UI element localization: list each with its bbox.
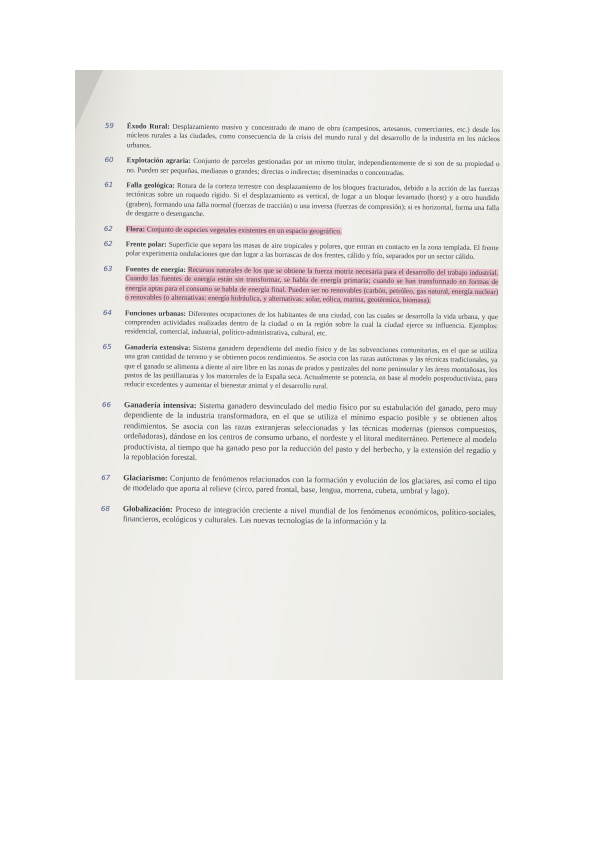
entry-definition: Sistema ganadero desvinculado del medio físico por su estabulación del ganado, pero muy dependiente de la industria transformadora, en el que se utiliza el mínimo espacio posible y se obtienen altos rendimientos. Se asocia con las razas extranjeras seleccionadas y las técnicas modernas (piensos compuestos, ordeñadoras), dándose en los centros de consumo urbano, el nordeste y el litoral mediterráneo. Pertenece al modelo productivista, al tiempo que ha ganado peso por la reducción del pasto y del herbecho, y la extensión del regadío y la repoblación forestal. [123, 400, 498, 463]
glossary-entry [105, 122, 500, 154]
handwritten-number: 60 [104, 156, 114, 165]
handwritten-number: 63 [103, 264, 113, 273]
highlighted-text [126, 225, 342, 235]
page-corner-fold [75, 70, 103, 130]
highlighted-definition: Recursos naturales de los que se obtiene la fuerza motriz necesaria para el desarrollo del trabajo industrial. Cuando las fuentes de energía están sin transformar, se habla de energía primaria; cuando se han transformado en formas de energía aptas para el consumo se habla de energía final. Pueden ser no renovables (carbón, petróleo, gas natural, energía nuclear) o renovables (o alternativas: energía hidráulica, y alternativas: solar, eólica, marina, geotérmica, biomasa). [125, 265, 499, 305]
glossary-entry [103, 265, 498, 307]
entry-term: Éxodo Rural: [126, 122, 170, 131]
glossary-page [101, 122, 500, 535]
document-photo [75, 70, 503, 680]
entry-term: Explotación agraria: [126, 156, 191, 166]
handwritten-number: 62 [103, 224, 113, 233]
entry-definition: Desplazamiento masivo y concentrado de mano de obra (campesinos, artesanos, comerciantes, etc.) desde los núcleos rurales a las ciudades, como consecuencia de la crisis del mundo rural y del desarrollo de la industria en los núcleos urbanos. [126, 122, 500, 150]
entry-term: Flora: [125, 224, 146, 234]
entry-term: Falla geológica: [126, 181, 175, 190]
entry-term: Fuentes de energía: [125, 265, 186, 274]
handwritten-number: 61 [104, 181, 114, 190]
entry-definition: Sistema ganadero dependiente del medio físico y de las subvenciones comunitarias, en el que se utiliza una gran cantidad de terreno y se obtienen pocos rendimientos. Se asocia con las razas autóctonas y las técnicas tradicionales, ya que el ganado se alimenta a diente al aire libre en las zonas de prados y pastizales del norte peninsular y las áreas montañosas, los pastos de las penillanuras y los matorrales de la España seca. Actualmente se potencia, en base al modelo posproductivista, para reducir excedentes y aumentar el bienestar animal y el desarrollo rural. [124, 343, 498, 391]
glossary-entry [104, 225, 499, 239]
handwritten-number: 67 [101, 473, 111, 482]
glossary-entry [102, 343, 497, 394]
entry-term: Funciones urbanas: [124, 308, 187, 318]
handwritten-number: 64 [102, 308, 112, 317]
entry-definition: Rotura de la corteza terrestre con desplazamiento de los bloques fracturados, debido a la acción de las fuerzas tectónicas sobre un roquedo rígido. Si el desplazamiento es vertical, de lugar a un bloque levantado (horst) y a otro hundido (graben), formando una falla normal (fuerzas de tracción) o una inversa (fuerzas de compresión); si es horizontal, forma una falla de desgarre o desenganche. [126, 181, 500, 219]
glossary-entry [101, 400, 497, 467]
entry-definition: Superficie que separa las masas de aire tropicales y polares, que entran en contacto en la zona templada. El frente polar experimenta ondulaciones que dan lugar a las borrascas de dos frentes, cálido y frío, separados por un sector cálido. [125, 240, 499, 262]
handwritten-number: 62 [103, 240, 113, 249]
handwritten-number: 59 [104, 122, 114, 131]
glossary-entry [101, 473, 496, 498]
entry-definition: Conjunto de fenómenos relacionados con la formación y evolución de los glaciares, así como el tipo de modelado que aporta al relieve (circo, pared frontal, base, lengua, morrena, cubeta, umbral y lago). [123, 473, 497, 496]
entry-definition: Conjunto de parcelas gestionadas por un mismo titular, independientemente de si son de su propiedad o no. Pueden ser pequeñas, medianas o grandes; directas o indirectas; diseminadas o concentradas. [126, 157, 500, 177]
entry-term: Globalización: [122, 503, 173, 514]
glossary-entry [103, 308, 498, 340]
glossary-entry [104, 156, 499, 179]
entry-term: Frente polar: [125, 240, 167, 249]
entry-term: Glaciarismo: [123, 472, 168, 483]
glossary-entry [104, 181, 499, 223]
handwritten-number: 65 [102, 342, 112, 351]
entry-definition: Proceso de integración creciente a nivel mundial de los fenómenos económicos, político-sociales, financieros, ecológicos y culturales. Las nuevas tecnologías de la información y la [122, 504, 496, 527]
entry-definition: Diferentes ocupaciones de los habitantes de una ciudad, con las cuales se desarrolla la vida urbana, y que comprenden actividades realizadas dentro de la ciudad o en la región sobre la cual la ciudad ejerce su influencia. Ejemplos: residencial, comercial, industrial, político-administrativa, cultural, etc. [124, 309, 499, 338]
entry-definition: Conjunto de especies vegetales existentes en un espacio geográfico. [146, 225, 342, 236]
glossary-entry [101, 504, 496, 529]
entry-term: Ganadería intensiva: [123, 399, 197, 410]
handwritten-number: 66 [101, 400, 112, 409]
handwritten-number: 68 [100, 504, 110, 513]
entry-term: Ganadería extensiva: [124, 342, 191, 352]
glossary-entry [104, 240, 499, 263]
